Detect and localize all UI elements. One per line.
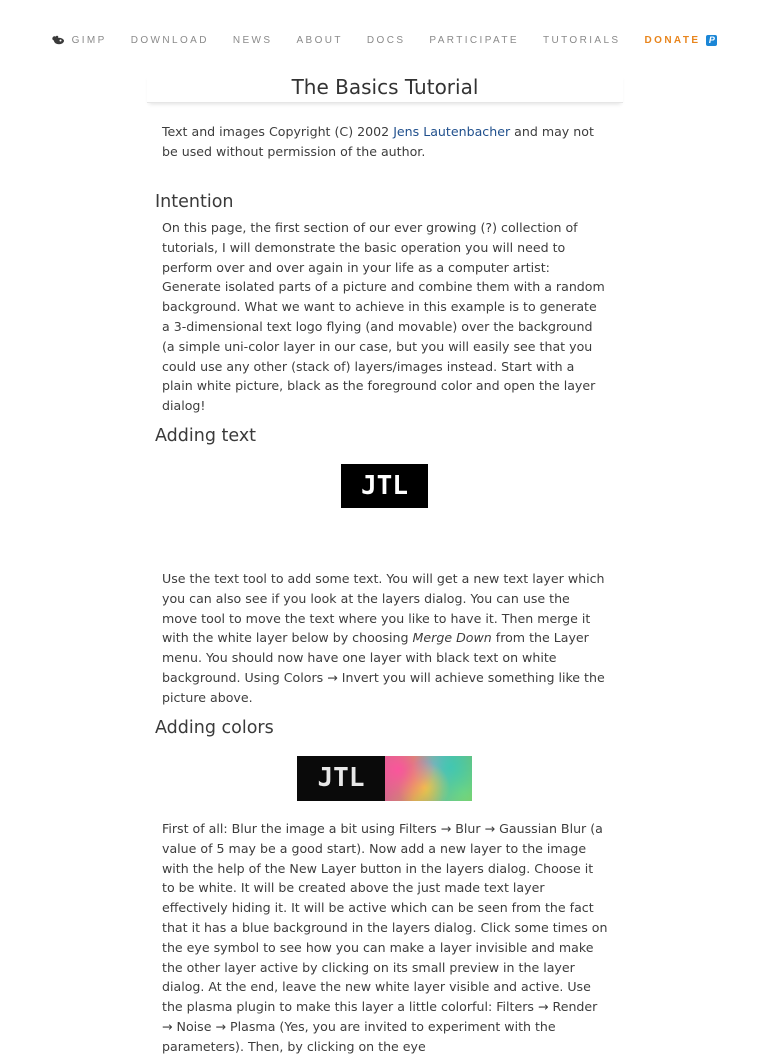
adding-text-after: from the Layer menu. You should now have one layer with black text on white background. Using Colors → Invert you will achieve something like the picture above. <box>162 630 605 705</box>
nav-tutorials[interactable]: TUTORIALS <box>542 34 621 46</box>
plasma-layer-image <box>385 756 472 801</box>
heading-intention: Intention <box>155 192 234 212</box>
nav-download[interactable]: DOWNLOAD <box>130 34 209 46</box>
copyright-notice <box>162 122 608 162</box>
heading-adding-colors: Adding colors <box>155 718 274 738</box>
adding-colors-paragraph: First of all: Blur the image a bit using Filters → Blur → Gaussian Blur (a value of 5 may be a good start). Now add a new layer to the image with the help of the New Layer button in the layers dialog. Choose it to be white. It will be created above the just made text layer effectively hiding it. It will be active which can be seen from the fact that it has a blue background in the layers dialog. Click some times on the eye symbol to see how you can make a layer invisible and make the other layer active by clicking on its small preview in the layer dialog. At the end, leave the new white layer visible and active. Use the plasma plugin to make this layer a little colorful: Filters → Render → Noise → Plasma (Yes, you are invited to experiment with the parameters). Then, by clicking on the eye <box>162 821 608 1054</box>
jtl-blurred-image: JTL <box>297 756 385 801</box>
jtl-inverted-image: JTL <box>341 464 428 508</box>
nav-docs[interactable]: DOCS <box>366 34 406 46</box>
heading-adding-text: Adding text <box>155 426 257 446</box>
intention-paragraph: On this page, the first section of our ever growing (?) collection of tutorials, I will demonstrate the basic operation you will need to perform over and over again in your life as a computer artist: Generate isolated parts of a picture and combine them with a random background. What we want to achieve in this example is to generate a 3-dimensional text logo flying (and movable) over the background (a simple uni-color layer in our case, but you will easily see that you could use any other (stack of) layers/images instead. Start with a plain white picture, black as the foreground color and open the layer dialog! <box>162 220 605 414</box>
merge-down-term: Merge Down <box>412 630 492 646</box>
page-title-container <box>147 74 623 103</box>
copyright-text-before: Text and images Copyright (C) 2002 <box>162 124 394 139</box>
nav-about[interactable]: ABOUT <box>296 34 343 46</box>
top-navigation <box>0 33 768 47</box>
author-link[interactable]: Jens Lautenbacher <box>393 124 511 139</box>
copyright-text-after: and may not be used without permission of the author. <box>162 124 594 159</box>
adding-text-before: Use the text tool to add some text. You will get a new text layer which you can also see if you look at the layers dialog. You can use the move tool to move the text where you like to have it. Then merge it with the white layer below by choosing <box>162 571 605 646</box>
nav-gimp-label: GIMP <box>71 34 107 46</box>
gimp-logo-icon <box>51 35 65 45</box>
nav-participate[interactable]: PARTICIPATE <box>429 34 519 46</box>
nav-donate[interactable] <box>645 35 718 46</box>
nav-news[interactable]: NEWS <box>232 34 273 46</box>
adding-text-paragraph <box>162 569 608 708</box>
nav-gimp[interactable] <box>51 35 107 46</box>
paypal-icon: P <box>706 35 717 46</box>
nav-donate-label: DONATE <box>644 34 701 46</box>
page-title: The Basics Tutorial <box>291 75 479 99</box>
